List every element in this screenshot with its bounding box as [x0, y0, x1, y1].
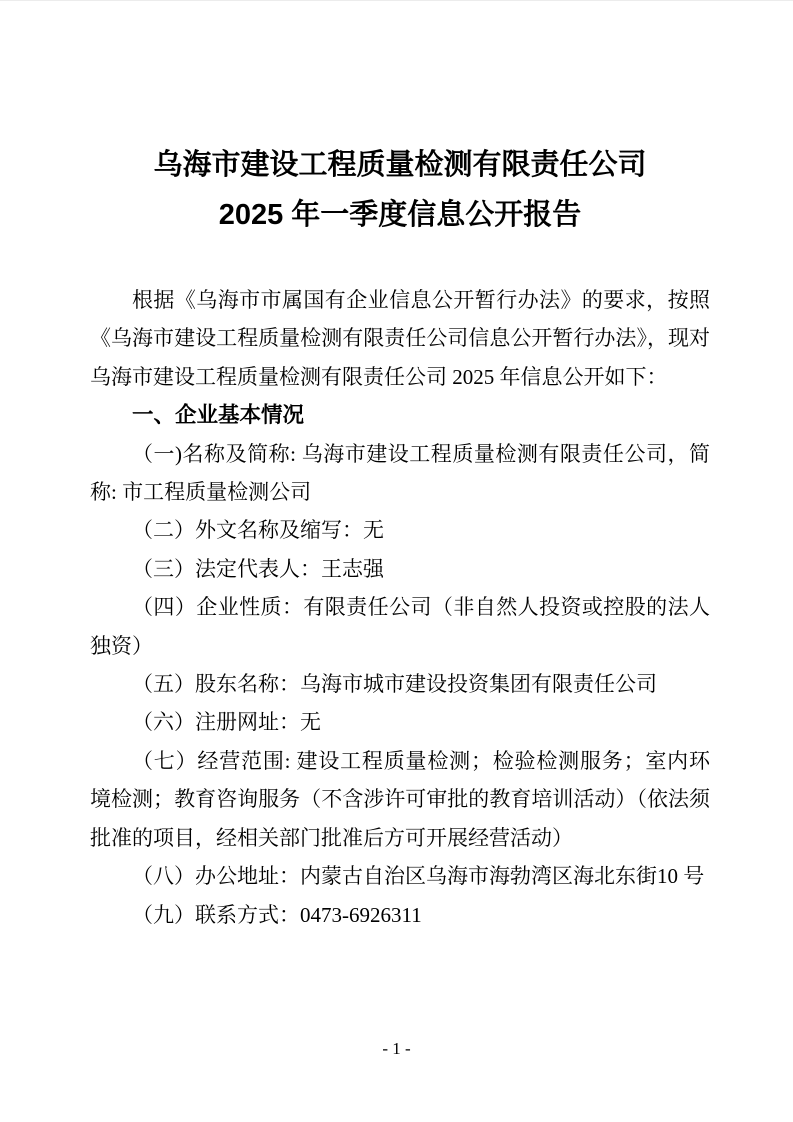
list-item-registered-website: （六）注册网址：无	[132, 710, 321, 735]
list-item-contact-info: （九）联系方式：0473-6926311	[132, 902, 422, 927]
list-item-legal-representative: （三）法定代表人：王志强	[132, 556, 384, 581]
document-title-line1: 乌海市建设工程质量检测有限责任公司	[153, 149, 647, 181]
intro-paragraph: 根据《乌海市市属国有企业信息公开暂行办法》的要求，按照《乌海市建设工程质量检测有限责任公司信息公开暂行办法》，现对乌海市建设工程质量检测有限责任公司 2025 年信息公开如下：	[90, 288, 710, 389]
document-body	[90, 281, 710, 934]
section-heading-basic-info: 一、企业基本情况	[132, 403, 305, 428]
document-title-block	[90, 140, 710, 240]
list-item-foreign-name: （二）外文名称及缩写：无	[132, 518, 384, 543]
list-item-business-scope: （七）经营范围: 建设工程质量检测；检验检测服务；室内环境检测；教育咨询服务（不含涉许可审批的教育培训活动）（依法须批准的项目，经相关部门批准后方可开展经营活动）	[90, 748, 710, 850]
list-item-shareholder-name: （五）股东名称：乌海市城市建设投资集团有限责任公司	[132, 672, 657, 697]
list-item-enterprise-nature: （四）企业性质：有限责任公司（非自然人投资或控股的法人独资）	[90, 595, 710, 658]
page-number: - 1 -	[382, 1039, 411, 1058]
document-title-line2: 2025 年一季度信息公开报告	[218, 199, 582, 231]
document-content	[90, 1, 710, 934]
list-item-name-abbreviation: （一)名称及简称: 乌海市建设工程质量检测有限责任公司，简称: 市工程质量检测公司	[90, 441, 710, 505]
list-item-office-address: （八）办公地址：内蒙古自治区乌海市海勃湾区海北东街10 号	[132, 864, 705, 889]
